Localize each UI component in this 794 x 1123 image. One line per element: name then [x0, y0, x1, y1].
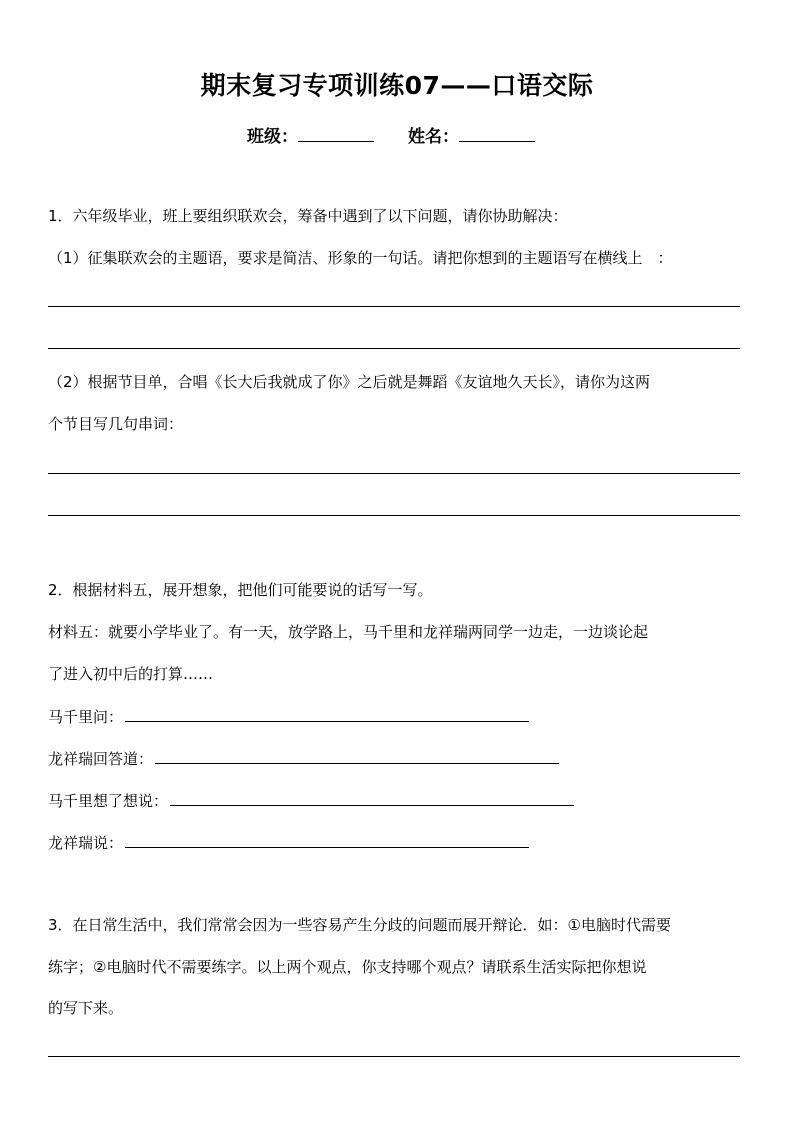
answer-line[interactable]	[48, 473, 740, 474]
answer-line[interactable]	[48, 306, 740, 307]
answer-line[interactable]	[48, 348, 740, 349]
name-field[interactable]	[459, 127, 535, 142]
question-1-part-2-line-1: （2）根据节目单，合唱《长大后我就成了你》之后就是舞蹈《友谊地久天长》，请你为这两	[48, 373, 651, 391]
dialog-row	[48, 832, 529, 853]
answer-line[interactable]	[48, 1056, 740, 1057]
dialog-speaker: 龙祥瑞说：	[48, 834, 124, 852]
material-line-1: 材料五：就要小学毕业了。有一天，放学路上，马千里和龙祥瑞两同学一边走，一边谈论起	[48, 623, 649, 641]
dialog-row	[48, 790, 574, 811]
question-1-prompt: 1．六年级毕业，班上要组织联欢会，筹备中遇到了以下问题，请你协助解决：	[48, 207, 568, 225]
dialog-answer-field[interactable]	[170, 790, 574, 806]
dialog-row	[48, 748, 559, 769]
class-field[interactable]	[298, 127, 374, 142]
question-3-prompt-line-1: 3．在日常生活中，我们常常会因为一些容易产生分歧的问题而展开辩论．如：①电脑时代需要	[48, 916, 671, 934]
question-1-part-1: （1）征集联欢会的主题语，要求是简洁、形象的一句话。请把你想到的主题语写在横线上 ：	[48, 249, 673, 267]
dialog-answer-field[interactable]	[125, 706, 529, 722]
material-line-2: 了进入初中后的打算……	[48, 665, 214, 683]
dialog-speaker: 马千里想了想说：	[48, 792, 169, 810]
dialog-answer-field[interactable]	[155, 748, 559, 764]
dialog-answer-field[interactable]	[125, 832, 529, 848]
dialog-speaker: 马千里问：	[48, 708, 124, 726]
dialog-speaker: 龙祥瑞回答道：	[48, 750, 154, 768]
question-1-part-2-line-2: 个节目写几句串词：	[48, 415, 184, 433]
question-2-prompt: 2．根据材料五，展开想象，把他们可能要说的话写一写。	[48, 581, 433, 599]
page-title: 期末复习专项训练07——口语交际	[200, 71, 594, 100]
dialog-row	[48, 706, 529, 727]
class-label: 班级：	[247, 127, 298, 147]
name-label: 姓名：	[408, 127, 459, 147]
question-3-prompt-line-3: 的写下来。	[48, 999, 124, 1017]
question-3-prompt-line-2: 练字；②电脑时代不需要练字。以上两个观点，你支持哪个观点？请联系生活实际把你想说	[48, 958, 647, 976]
answer-line[interactable]	[48, 515, 740, 516]
student-info	[247, 122, 535, 147]
